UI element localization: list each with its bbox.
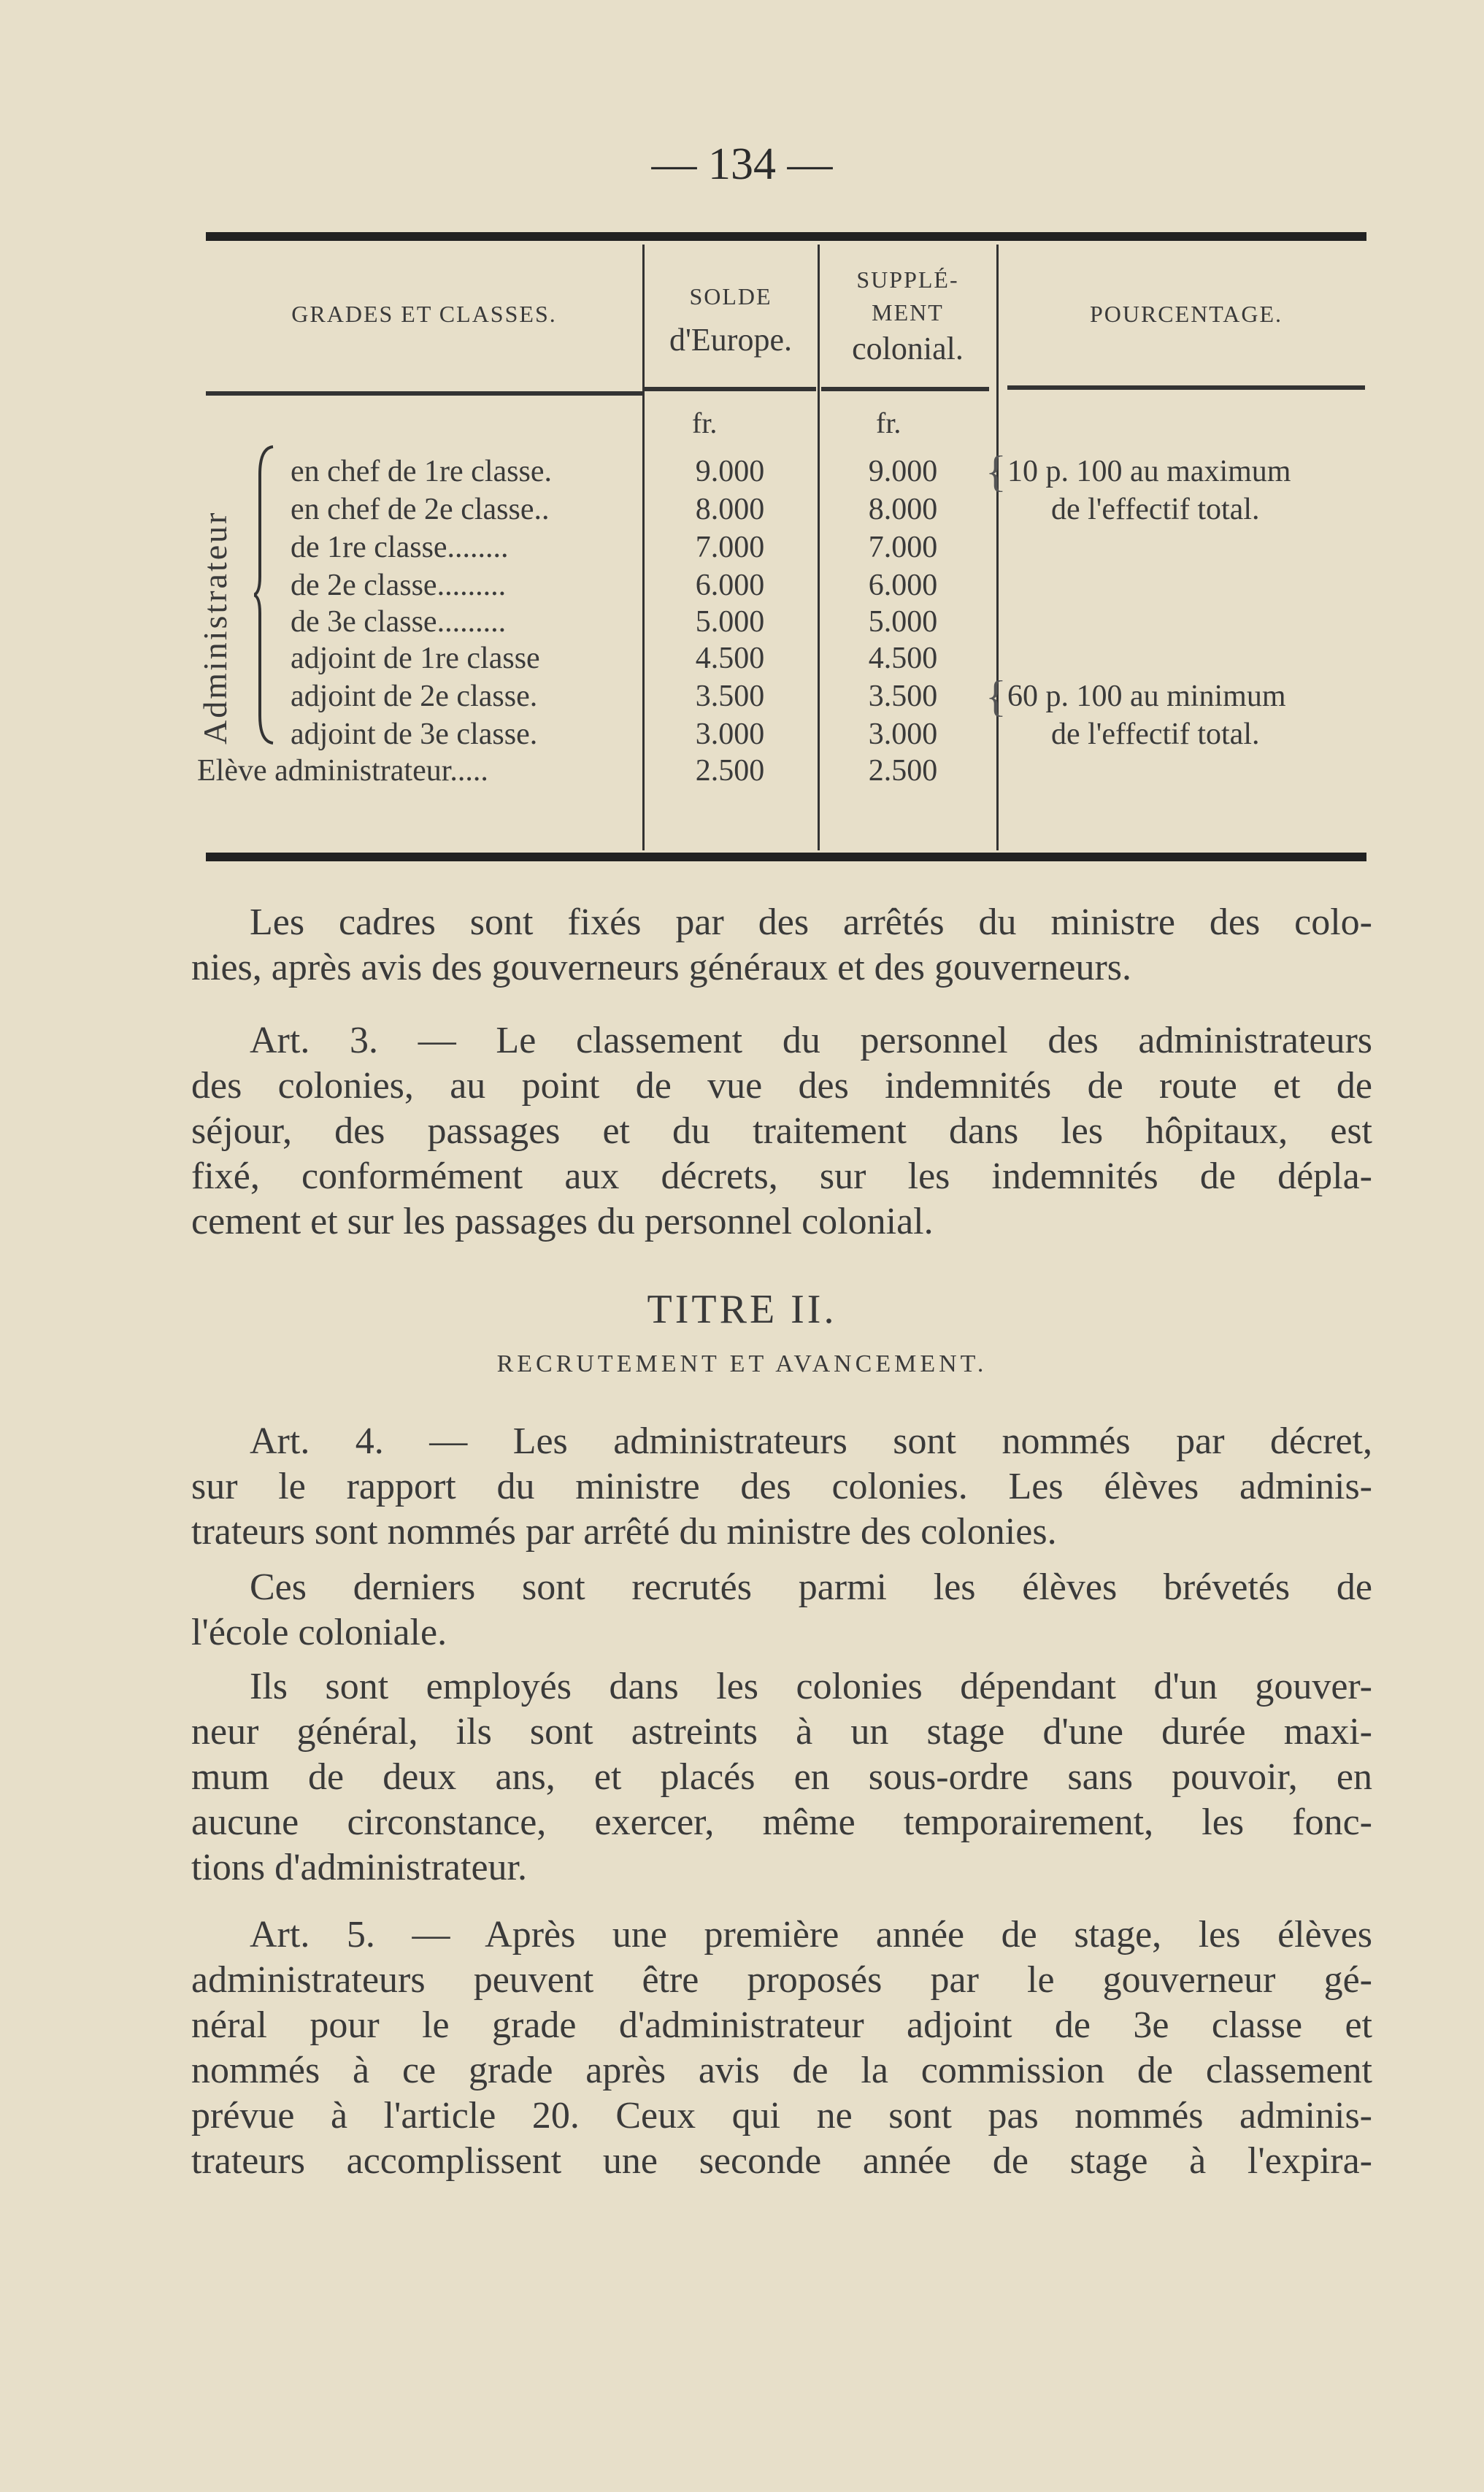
text-line: Ils sont employés dans les colonies dépendant d'un gouver- (250, 1666, 1372, 1707)
text-line: sur le rapport du ministre des colonies. Les élèves adminis- (191, 1466, 1372, 1507)
header-supp-line3: colonial. (852, 331, 964, 366)
row-supp-1: 9.000 (868, 455, 938, 488)
row-grade-8: adjoint de 3e classe. (291, 718, 538, 751)
row-grade-1: en chef de 1re classe. (291, 455, 552, 488)
text-line: Les cadres sont fixés par des arrêtés du ministre des colo- (250, 901, 1372, 943)
table-bottom-rule (206, 853, 1366, 861)
row-supp-2: 8.000 (868, 493, 938, 526)
row-grade-4: de 2e classe......... (291, 569, 507, 602)
paragraph-cadres (191, 900, 1372, 991)
header-supp-line2: MENT (872, 299, 944, 326)
text-line: des colonies, au point de vue des indemnités de route et de (191, 1065, 1372, 1107)
row-solde-9: 2.500 (695, 754, 765, 788)
text-line: trateurs accomplissent une seconde année de stage à l'expira- (191, 2140, 1372, 2182)
row-solde-7: 3.500 (695, 680, 765, 713)
header-pourcentage: POURCENTAGE. (1089, 301, 1283, 327)
header-rule-grades (206, 391, 642, 396)
header-solde-line1: SOLDE (689, 283, 772, 309)
text-line: prévue à l'article 20. Ceux qui ne sont pas nommés adminis- (191, 2095, 1372, 2137)
text-line: Art. 5. — Après une première année de stage, les élèves (250, 1914, 1372, 1955)
pct-brace-2: { (985, 672, 1007, 720)
row-solde-4: 6.000 (695, 569, 765, 602)
page-number: — 134 — (651, 139, 833, 189)
text-line: Art. 3. — Le classement du personnel des administrateurs (250, 1020, 1372, 1061)
paragraph-derniers (191, 1565, 1372, 1655)
row-solde-1: 9.000 (695, 455, 765, 488)
text-line: tions d'administrateur. (191, 1847, 527, 1888)
row-supp-5: 5.000 (868, 605, 938, 639)
text-line: Ces derniers sont recrutés parmi les élèves brévetés de (250, 1566, 1372, 1608)
row-supp-9: 2.500 (868, 754, 938, 788)
unit-solde: fr. (692, 407, 718, 439)
header-rule-supp (821, 387, 989, 391)
section-title: TITRE II. (647, 1287, 837, 1332)
text-line: cement et sur les passages du personnel colonial. (191, 1201, 934, 1242)
paragraph-art3 (191, 1018, 1372, 1245)
header-supp-line1: SUPPLÉ- (856, 266, 959, 293)
paragraph-employes (191, 1664, 1372, 1891)
text-line: néral pour le grade d'administrateur adjoint de 3e classe et (191, 2004, 1372, 2046)
text-line: séjour, des passages et du traitement dans les hôpitaux, est (191, 1110, 1372, 1152)
row-solde-3: 7.000 (695, 531, 765, 564)
header-grades: GRADES ET CLASSES. (291, 301, 557, 327)
row-grade-9: Elève administrateur..... (197, 754, 488, 788)
row-grade-5: de 3e classe......... (291, 605, 507, 639)
row-supp-3: 7.000 (868, 531, 938, 564)
paragraph-art4 (191, 1419, 1372, 1555)
row-supp-7: 3.500 (868, 680, 938, 713)
text-line: fixé, conformément aux décrets, sur les indemnités de dépla- (191, 1155, 1372, 1197)
header-solde-line2: d'Europe. (669, 322, 792, 358)
grade-brace (254, 445, 276, 745)
table-top-rule (206, 232, 1366, 241)
header-rule-solde (644, 387, 816, 391)
text-line: nies, après avis des gouverneurs généraux et des gouverneurs. (191, 947, 1132, 988)
pct-2-line1: 60 p. 100 au minimum (1007, 680, 1286, 713)
text-line: nommés à ce grade après avis de la commission de classement (191, 2050, 1372, 2091)
pct-brace-1: { (985, 447, 1007, 496)
pct-1-line2: de l'effectif total. (1051, 493, 1260, 526)
row-solde-6: 4.500 (695, 642, 765, 675)
row-grade-3: de 1re classe........ (291, 531, 509, 564)
pct-2-line2: de l'effectif total. (1051, 718, 1260, 751)
text-line: neur général, ils sont astreints à un stage d'une durée maxi- (191, 1711, 1372, 1753)
paragraph-art5 (191, 1912, 1372, 2184)
row-solde-5: 5.000 (695, 605, 765, 639)
row-supp-8: 3.000 (868, 718, 938, 751)
row-grade-2: en chef de 2e classe.. (291, 493, 550, 526)
unit-supp: fr. (876, 407, 901, 439)
row-supp-4: 6.000 (868, 569, 938, 602)
pct-1-line1: 10 p. 100 au maximum (1007, 455, 1291, 488)
row-grade-7: adjoint de 2e classe. (291, 680, 538, 713)
text-line: aucune circonstance, exercer, même temporairement, les fonc- (191, 1801, 1372, 1843)
section-subtitle: RECRUTEMENT ET AVANCEMENT. (496, 1350, 988, 1377)
text-line: mum de deux ans, et placés en sous-ordre sans pouvoir, en (191, 1756, 1372, 1798)
row-solde-2: 8.000 (695, 493, 765, 526)
text-line: Art. 4. — Les administrateurs sont nommés par décret, (250, 1420, 1372, 1462)
text-line: administrateurs peuvent être proposés par le gouverneur gé- (191, 1959, 1372, 2001)
column-divider-3 (996, 245, 999, 850)
row-solde-8: 3.000 (695, 718, 765, 751)
header-rule-pourcentage (1007, 385, 1365, 390)
row-supp-6: 4.500 (868, 642, 938, 675)
side-label-administrateur: Administrateur (196, 510, 234, 745)
text-line: l'école coloniale. (191, 1612, 447, 1653)
row-grade-6: adjoint de 1re classe (291, 642, 540, 675)
text-line: trateurs sont nommés par arrêté du ministre des colonies. (191, 1511, 1057, 1553)
